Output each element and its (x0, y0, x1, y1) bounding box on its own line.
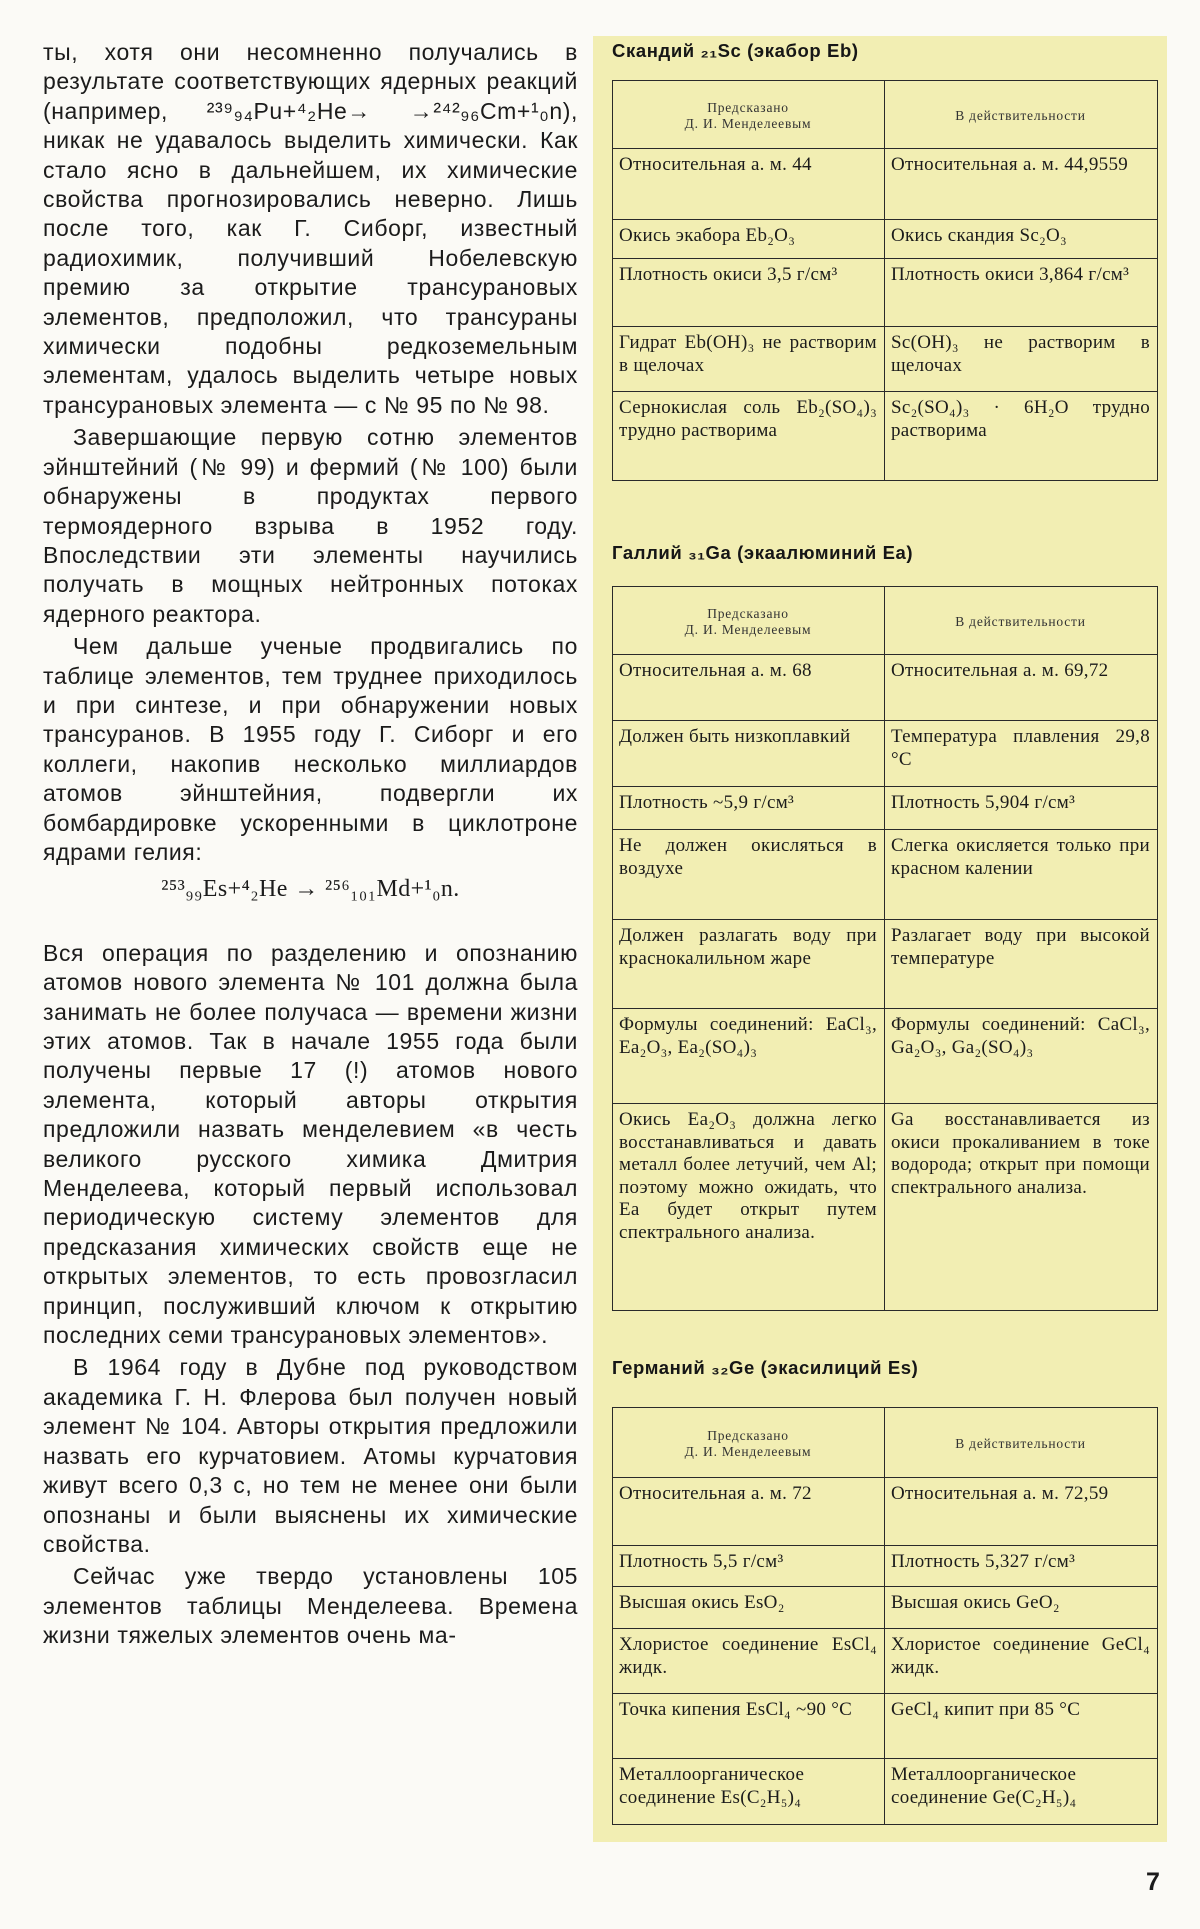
table-row (613, 1478, 1158, 1546)
table-row (613, 1587, 1158, 1629)
predicted-cell: Относительная а. м. 72 (613, 1478, 885, 1546)
table-header-row (613, 81, 1158, 149)
header-predicted: Предсказано Д. И. Менделеевым (613, 81, 885, 149)
actual-cell: Высшая окись GeO₂ (885, 1587, 1158, 1629)
comparison-table (612, 1407, 1158, 1825)
actual-cell: Окись скандия Sc₂O₃ (885, 220, 1158, 259)
table-row (613, 920, 1158, 1009)
predicted-cell: Высшая окись EsO₂ (613, 1587, 885, 1629)
table-row (613, 220, 1158, 259)
predicted-cell: Точка кипения EsCl₄ ~90 °C (613, 1694, 885, 1759)
paragraph: В 1964 году в Дубне под руководством академика Г. Н. Флерова был получен новый элемент № 104. Авторы открытия предложили назвать его курчатовием. Атомы курчатовия живут всего 0,3 с, но тем не менее они были опознаны и были выяснены их химические свойства. (43, 1354, 578, 1557)
predicted-cell: Не должен окисляться в воздухе (613, 830, 885, 920)
actual-cell: Sc₂(SO₄)₃ · 6H₂O трудно растворима (885, 392, 1158, 481)
actual-cell: Относительная а. м. 44,9559 (885, 149, 1158, 220)
paragraph: Завершающие первую сотню элементов эйнштейний (№ 99) и фермий (№ 100) были обнаружены в продуктах первого термоядерного взрыва в 1952 году. Впоследствии эти элементы научились получать в мощных нейтронных потоках ядерного реактора. (43, 424, 578, 627)
table-row (613, 259, 1158, 327)
table-row (613, 392, 1158, 481)
main-text-column (43, 38, 578, 1651)
table-title: Германий ₃₂Ge (экасилиций Es) (612, 1357, 919, 1378)
actual-cell: Плотность 5,327 г/см³ (885, 1546, 1158, 1587)
predicted-cell: Относительная а. м. 44 (613, 149, 885, 220)
header-actual: В действительности (885, 1408, 1158, 1478)
table-row (613, 1009, 1158, 1104)
predicted-cell: Окись Ea₂O₃ должна легко восстанавливаться и давать металл более летучий, чем Al; поэтому можно ожидать, что Ea будет открыт путем спектрального анализа. (613, 1104, 885, 1311)
header-actual: В действительности (885, 81, 1158, 149)
actual-cell: Температура плавления 29,8 °C (885, 721, 1158, 787)
table-row (613, 1694, 1158, 1759)
header-actual: В действительности (885, 587, 1158, 655)
predicted-cell: Гидрат Eb(OH)₃ не растворим в щелочах (613, 327, 885, 392)
predicted-cell: Плотность ~5,9 г/см³ (613, 787, 885, 830)
comparison-table (612, 586, 1158, 1311)
actual-cell: Металлоорганическое соединение Ge(C₂H₅)₄ (885, 1759, 1158, 1825)
actual-cell: Плотность 5,904 г/см³ (885, 787, 1158, 830)
predicted-cell: Металлоорганическое соединение Es(C₂H₅)₄ (613, 1759, 885, 1825)
actual-cell: Хлористое соединение GeCl₄ жидк. (885, 1629, 1158, 1694)
table-row (613, 149, 1158, 220)
header-predicted: Предсказано Д. И. Менделеевым (613, 1408, 885, 1478)
predicted-cell: Должен быть низкоплавкий (613, 721, 885, 787)
predicted-cell: Относительная а. м. 68 (613, 655, 885, 721)
actual-cell: Ga восстанавливается из окиси прокаливанием в токе водорода; открыт при помощи спектрального анализа. (885, 1104, 1158, 1311)
paragraph: Сейчас уже твердо установлены 105 элементов таблицы Менделеева. Времена жизни тяжелых элементов очень ма- (43, 1563, 578, 1649)
paragraph: Вся операция по разделению и опознанию атомов нового элемента № 101 должна была занимать не более получаса — времени жизни этих атомов. Так в начале 1955 года были получены первые 17 (!) атомов нового элемента, который авторы открытия предложили назвать менделевием «в честь великого русского химика Дмитрия Менделеева, который первый использовал периодическую систему элементов для предсказания химических свойств еще не открытых элементов, то есть провозгласил принцип, послуживший ключом к открытию последних семи трансурановых элементов». (43, 939, 578, 1349)
comparison-table (612, 80, 1158, 481)
table-row (613, 1759, 1158, 1825)
actual-cell: Разлагает воду при высокой температуре (885, 920, 1158, 1009)
paragraph: ты, хотя они несомненно получались в результате соответствующих ядерных реакций (например, ²³⁹₉₄Pu+⁴₂He→ →²⁴²₉₆Cm+¹₀n), никак не удавалось выделить химически. Как стало ясно в дальнейшем, их химические свойства прогнозировались неверно. Лишь после того, как Г. Сиборг, известный радиохимик, получивший Нобелевскую премию за открытие трансурановых элементов, предположил, что трансураны химически подобны редкоземельным элементам, удалось выделить четыре новых трансурановых элемента — с № 95 по № 98. (43, 39, 578, 418)
actual-cell: Относительная а. м. 69,72 (885, 655, 1158, 721)
actual-cell: Относительная а. м. 72,59 (885, 1478, 1158, 1546)
actual-cell: Sc(OH)₃ не растворим в щелочах (885, 327, 1158, 392)
table-title: Скандий ₂₁Sc (экабор Eb) (612, 40, 859, 61)
actual-cell: Формулы соединений: CaCl₃, Ga₂O₃, Ga₂(SO₄)₃ (885, 1009, 1158, 1104)
nuclear-equation: ²⁵³₉₉Es+⁴₂He → ²⁵⁶₁₀₁Md+¹₀n. (161, 876, 460, 903)
header-predicted: Предсказано Д. И. Менделеевым (613, 587, 885, 655)
predicted-cell: Должен разлагать воду при краснокалильном жаре (613, 920, 885, 1009)
table-row (613, 327, 1158, 392)
table-row (613, 830, 1158, 920)
actual-cell: Слегка окисляется только при красном калении (885, 830, 1158, 920)
table-header-row (613, 587, 1158, 655)
predicted-cell: Формулы соединений: EaCl₃, Ea₂O₃, Ea₂(SO₄)₃ (613, 1009, 885, 1104)
actual-cell: GeCl₄ кипит при 85 °C (885, 1694, 1158, 1759)
table-row (613, 787, 1158, 830)
predicted-cell: Плотность 5,5 г/см³ (613, 1546, 885, 1587)
table-header-row (613, 1408, 1158, 1478)
table-row (613, 655, 1158, 721)
actual-cell: Плотность окиси 3,864 г/см³ (885, 259, 1158, 327)
predicted-cell: Хлористое соединение EsCl₄ жидк. (613, 1629, 885, 1694)
predicted-cell: Сернокислая соль Eb₂(SO₄)₃ трудно растворима (613, 392, 885, 481)
table-row (613, 721, 1158, 787)
predicted-cell: Окись экабора Eb₂O₃ (613, 220, 885, 259)
table-title: Галлий ₃₁Ga (экаалюминий Ea) (612, 542, 914, 563)
table-row (613, 1104, 1158, 1311)
table-row (613, 1629, 1158, 1694)
page-number: 7 (1146, 1868, 1160, 1896)
paragraph: Чем дальше ученые продвигались по таблице элементов, тем труднее приходилось и при синтезе, и при обнаружении новых трансуранов. В 1955 году Г. Сиборг и его коллеги, накопив несколько миллиардов атомов эйнштейния, подвергли их бомбардировке ускоренными в циклотроне ядрами гелия: (43, 633, 578, 865)
predicted-cell: Плотность окиси 3,5 г/см³ (613, 259, 885, 327)
table-row (613, 1546, 1158, 1587)
